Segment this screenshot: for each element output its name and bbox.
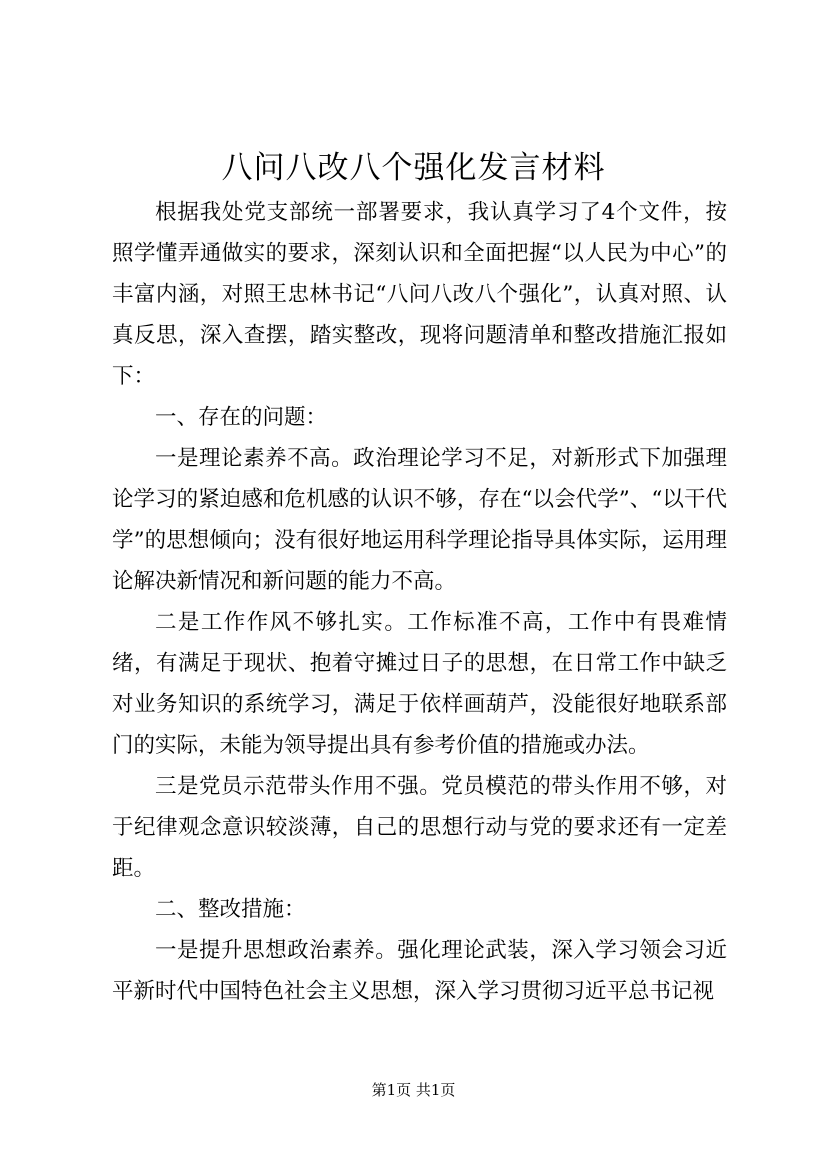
section-heading-measures: 二、整改措施：: [155, 897, 306, 922]
paragraph-measure-1: 一是提升思想政治素养。强化理论武装，深入学习领会习近平新时代中国特色社会主义思想，深入学习贯彻习近平总书记视: [112, 938, 727, 1004]
document-title: 八问八改八个强化发言材料: [221, 150, 606, 186]
paragraph-problem-3: 三是党员示范带头作用不强。党员模范的带头作用不够，对于纪律观念意识较淡薄，自己的思想行动与党的要求还有一定差距。: [112, 774, 727, 881]
page-number-footer: 第1页 共1页: [371, 1081, 456, 1099]
section-heading-problems: 一、存在的问题：: [155, 405, 328, 430]
document-body: [112, 192, 727, 1012]
paragraph-problem-1: 一是理论素养不高。政治理论学习不足，对新形式下加强理论学习的紧迫感和危机感的认识不够，存在“以会代学”、“以干代学”的思想倾向；没有很好地运用科学理论指导具体实际，运用理论解决新情况和新问题的能力不高。: [112, 446, 727, 594]
paragraph-problem-2: 二是工作作风不够扎实。工作标准不高，工作中有畏难情绪，有满足于现状、抱着守摊过日子的思想，在日常工作中缺乏对业务知识的系统学习，满足于依样画葫芦，没能很好地联系部门的实际，未能为领导提出具有参考价值的措施或办法。: [112, 610, 727, 758]
paragraph-intro: 根据我处党支部统一部署要求，我认真学习了4个文件，按照学懂弄通做实的要求，深刻认识和全面把握“以人民为中心”的丰富内涵，对照王忠林书记“八问八改八个强化”，认真对照、认真反思，深入查摆，踏实整改，现将问题清单和整改措施汇报如下：: [112, 200, 727, 389]
